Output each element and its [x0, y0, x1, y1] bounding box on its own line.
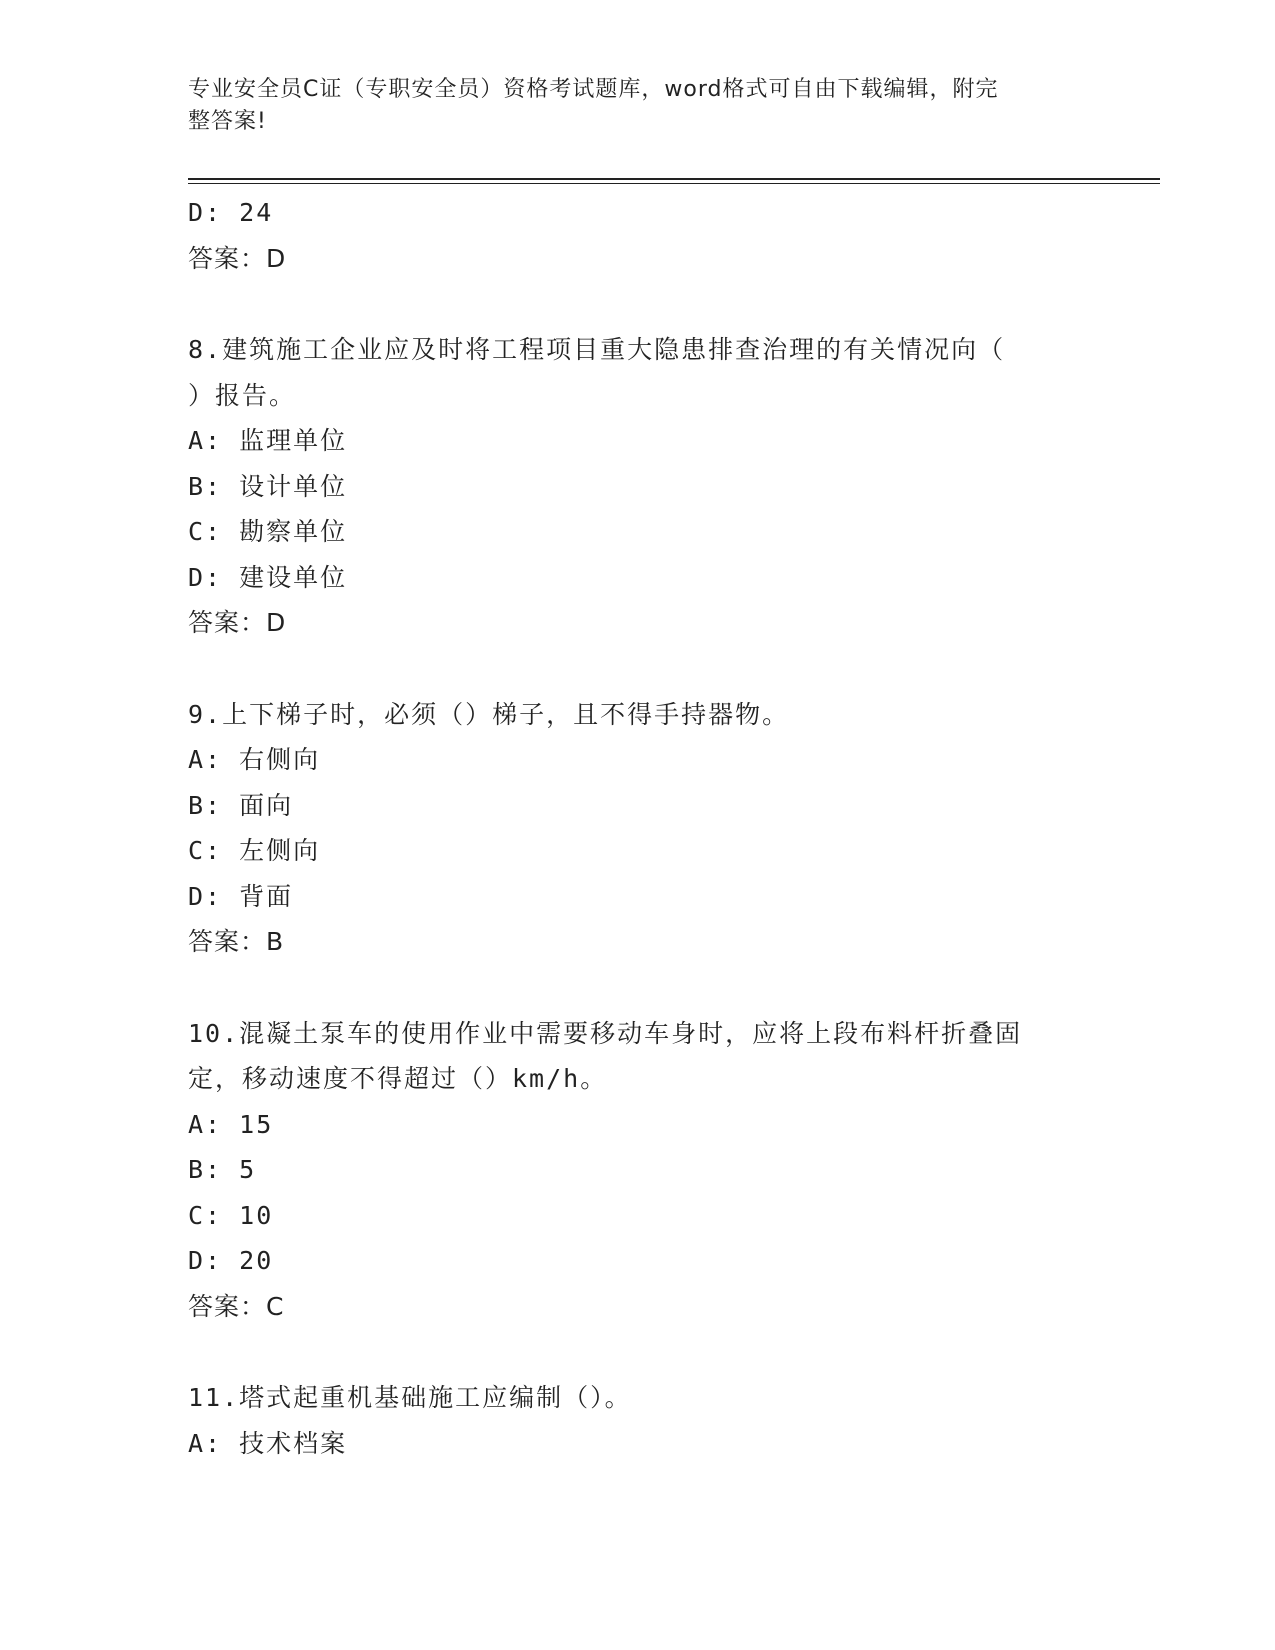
option-d: D: 背面	[188, 881, 294, 911]
option-d: D: 24	[188, 198, 274, 227]
option-c: C: 勘察单位	[188, 517, 348, 546]
question-10	[188, 1011, 1088, 1330]
question-text-line-1: 11.塔式起重机基础施工应编制（）。	[188, 1383, 632, 1412]
question-text-line-1: 10.混凝土泵车的使用作业中需要移动车身时，应将上段布料杆折叠固	[188, 1018, 1023, 1048]
document-header	[188, 74, 1088, 138]
question-8	[188, 327, 1088, 646]
option-d: D: 20	[188, 1246, 274, 1275]
option-c: C: 左侧向	[188, 836, 321, 865]
header-line-1: 专业安全员C证（专职安全员）资格考试题库，word格式可自由下载编辑，附完	[188, 77, 999, 102]
option-b: B: 5	[188, 1155, 257, 1184]
question-text-line-1: 9.上下梯子时，必须（）梯子，且不得手持器物。	[188, 699, 790, 729]
option-b: B: 面向	[188, 790, 294, 820]
option-b: B: 设计单位	[188, 471, 348, 501]
header-divider-thick	[188, 178, 1160, 180]
previous-question-tail	[188, 190, 1088, 281]
question-content	[188, 190, 1088, 1466]
question-text-line-1: 8.建筑施工企业应及时将工程项目重大隐患排查治理的有关情况向（	[188, 335, 1006, 364]
question-11	[188, 1375, 1088, 1466]
question-text-line-2: 定，移动速度不得超过（）km/h。	[188, 1064, 608, 1093]
option-d: D: 建设单位	[188, 562, 348, 592]
answer-line: 答案：D	[188, 608, 287, 637]
option-a: A: 监理单位	[188, 426, 348, 455]
answer-line: 答案：D	[188, 243, 287, 273]
option-a: A: 15	[188, 1109, 274, 1139]
question-9	[188, 692, 1088, 965]
answer-line: 答案：C	[188, 1291, 285, 1321]
option-c: C: 10	[188, 1200, 274, 1230]
option-a: A: 右侧向	[188, 745, 321, 774]
question-text-line-2: ）报告。	[188, 380, 297, 410]
answer-line: 答案：B	[188, 927, 285, 956]
header-divider-thin	[188, 183, 1160, 184]
option-a: A: 技术档案	[188, 1428, 348, 1458]
header-line-2: 整答案!	[188, 109, 267, 134]
